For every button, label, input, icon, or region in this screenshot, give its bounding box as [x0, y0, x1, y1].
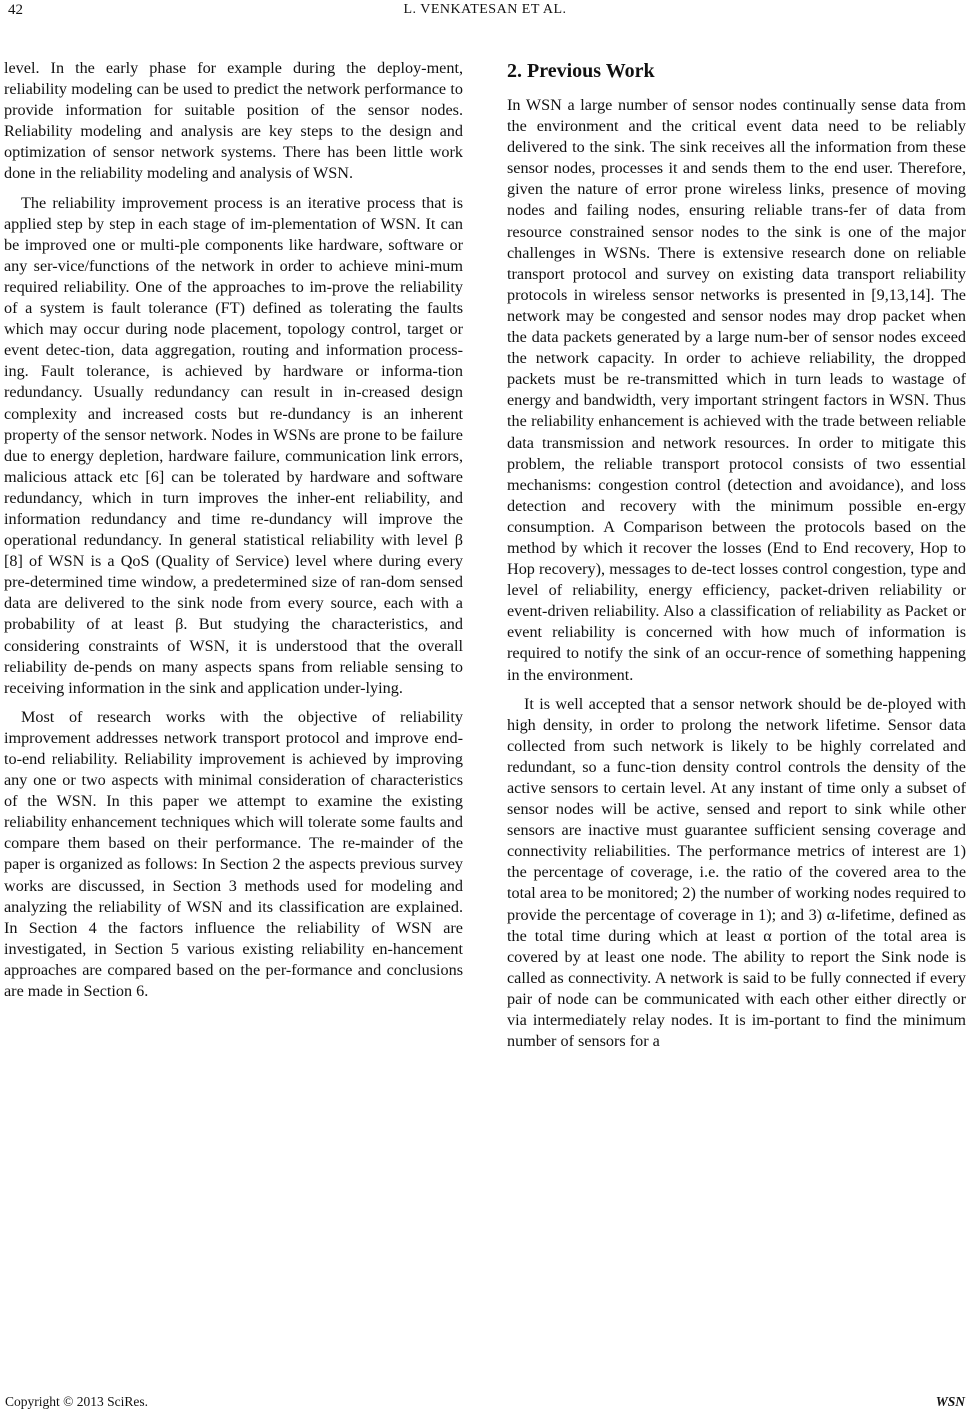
- body-paragraph: It is well accepted that a sensor network should be de-ployed with high density, in order to prolong the network lifetime. Sensor data collected from such network is likely to be highly correlated and redundant, so a func-tion density control controls the density of the active sensors to certain level. At any instant of time only a subset of sensor nodes will be active, sensed and report to sink while other sensors are inactive must guarantee sufficient sensing coverage and connectivity reliabilities. The performance metrics of interest are 1) the percentage of coverage, i.e. the ratio of the covered area to the total area to be monitored; 2) the number of working nodes required to provide the percentage of coverage in 1); and 3) α-lifetime, defined as the total time during which at least α portion of the total area is covered by at least one node. The ability to report the Sink node is called as connectivity. A network is said to be fully connected if every pair of node can be communicated with each other either directly or via intermediately relay nodes. It is im-portant to find the minimum number of sensors for a: [507, 694, 966, 1051]
- running-head: L. VENKATESAN ET AL.: [403, 2, 567, 17]
- left-column: [4, 58, 463, 1002]
- body-paragraph: In WSN a large number of sensor nodes continually sense data from the environment and the critical event data need to be reliably delivered to the sink. The sink receives all the information from these sensor nodes, processes it and sends them to the end user. Therefore, given the nature of error prone wireless links, presence of moving nodes and failing nodes, ensuring reliable trans-fer of data from resource constrained sensor nodes to the sink is one of the major challenges in WSNs. There is extensive research done on reliable transport protocol and survey on existing data transport reliability protocols in wireless sensor networks is presented in [9,13,14]. The network may be congested and sensor nodes may drop packet when the data packets generated by a large num-ber of sensor nodes exceed the network capacity. In order to achieve reliability, the dropped packets must be re-transmitted which in turn leads to wastage of energy and bandwidth, very important stringent factors in WSN. Thus the reliability enhancement is achieved with the trade between reliable data transmission and network resources. In order to mitigate this problem, the reliable transport protocol consists of two essential mechanisms: congestion control (detection and avoidance), and loss detection and recovery with the minimum possible en-ergy consumption. A Comparison between the protocols based on the method by which it recover the losses (End to End recovery, Hop to Hop recovery), messages to de-tect losses control congestion, type and level of reliability, energy efficiency, packet-driven reliability or event-driven reliability. Also a classification of reliability as Packet or event reliability is concerned with how much of information is required to notify the sink of an occur-rence of something happening in the environment.: [507, 96, 966, 684]
- page-number: 42: [8, 2, 23, 18]
- right-column: [507, 58, 966, 1052]
- copyright-notice: Copyright © 2013 SciRes.: [5, 1394, 149, 1409]
- journal-name: WSN: [935, 1394, 965, 1409]
- body-paragraph: level. In the early phase for example during the deploy-ment, reliability modeling can be used to predict the network performance to provide information for suitable position of the sensor nodes. Reliability modeling and analysis are key steps to the design and optimization of sensor network systems. There has been little work done in the reliability modeling and analysis of WSN.: [4, 59, 463, 183]
- body-paragraph: Most of research works with the objective of reliability improvement addresses network transport protocol and improve end-to-end reliability. Reliability improvement is achieved by improving any one or two aspects with minimal consideration of characteristics of the WSN. In this paper we attempt to examine the existing reliability enhancement techniques which will tolerate some faults and compare them based on their performance. The re-mainder of the paper is organized as follows: In Section 2 the aspects previous survey works are discussed, in Section 3 methods used for modeling and analyzing the reliability of WSN and its classification are explained. In Section 4 the factors influence the reliability of WSN are investigated, in Section 5 various existing reliability en-hancement approaches are compared based on the per-formance and conclusions are made in Section 6.: [4, 707, 463, 1001]
- section-heading: 2. Previous Work: [507, 60, 655, 82]
- body-paragraph: The reliability improvement process is an iterative process that is applied step by step in each stage of im-plementation of WSN. It can be improved one or multi-ple components like hardware, software or any ser-vice/functions of the network in order to achieve mini-mum required reliability. One of the approaches to im-prove the reliability of a system is fault tolerance (FT) defined as tolerating the faults which may occur during node placement, topology control, target or event detec-tion, data aggregation, routing and information process-ing. Fault tolerance, is achieved by hardware or informa-tion redundancy. Usually redundancy can result in in-creased design complexity and increased costs but re-dundancy is an inherent property of the sensor network. Nodes in WSNs are prone to be failure due to energy depletion, hardware failure, communication link errors, malicious attack etc [6] can be tolerated by hardware and software redundancy, which in turn improves the inher-ent reliability, and information redundancy and time re-dundancy will improve the operational redundancy. In general statistical reliability with level β [8] of WSN is a QoS (Quality of Service) level where during every pre-determined time window, a predetermined size of ran-dom sensed data are delivered to the sink node from every source, each with a probability of at least β. But studying the characteristics, and considering constraints of WSN, it is understood that the overall reliability de-pends on many aspects spans from reliable sensing to receiving information in the sink and application under-lying.: [4, 193, 463, 697]
